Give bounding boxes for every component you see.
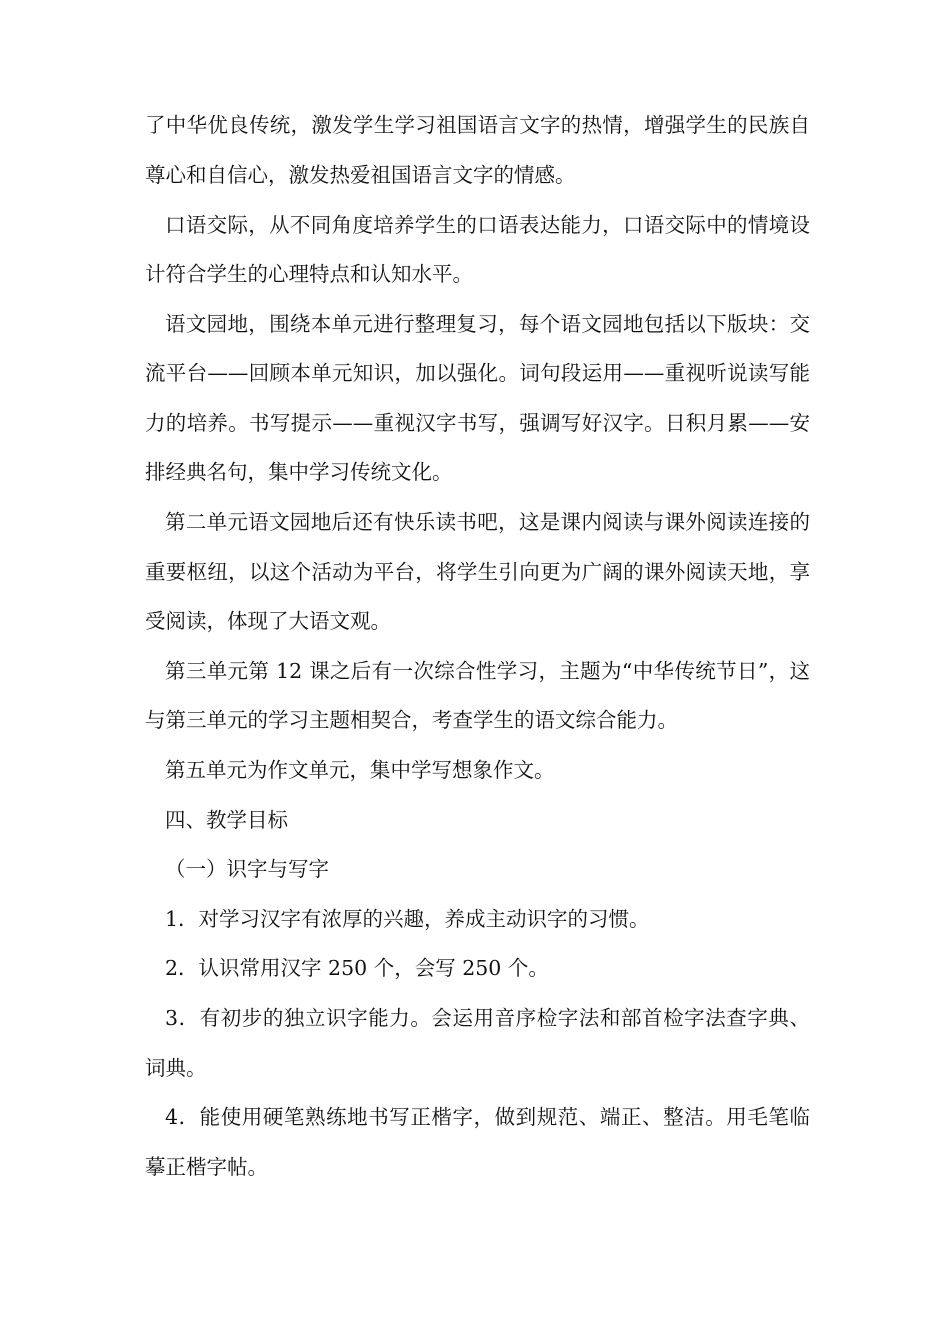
paragraph-line: 尊心和自信心，激发热爱祖国语言文字的情感。 [145, 163, 576, 187]
paragraph-line: 了中华优良传统，激发学生学习祖国语言文字的热情，增强学生的民族自 [145, 113, 810, 137]
paragraph-line: 力的培养。书写提示——重视汉字书写，强调写好汉字。日积月累——安 [145, 411, 810, 435]
subsection-heading: （一）识字与写字 [165, 857, 329, 881]
paragraph-line: 受阅读，体现了大语文观。 [145, 609, 391, 633]
paragraph-line: 排经典名句，集中学习传统文化。 [145, 460, 453, 484]
paragraph-line: 第三单元第 12 课之后有一次综合性学习，主题为“中华传统节日”，这 [165, 659, 810, 683]
paragraph-line: 语文园地，围绕本单元进行整理复习，每个语文园地包括以下版块：交 [165, 312, 810, 336]
list-item: 3．有初步的独立识字能力。会运用音序检字法和部首检字法查字典、 [165, 1006, 810, 1030]
paragraph-line: 与第三单元的学习主题相契合，考查学生的语文综合能力。 [145, 708, 678, 732]
section-heading: 四、教学目标 [165, 808, 288, 832]
paragraph-line: 流平台——回顾本单元知识，加以强化。词句段运用——重视听说读写能 [145, 361, 810, 385]
list-item: 4．能使用硬笔熟练地书写正楷字，做到规范、端正、整洁。用毛笔临 [165, 1105, 810, 1129]
list-item: 2．认识常用汉字 250 个，会写 250 个。 [165, 956, 549, 980]
list-item-continuation: 摹正楷字帖。 [145, 1155, 268, 1179]
list-item: 1．对学习汉字有浓厚的兴趣，养成主动识字的习惯。 [165, 907, 650, 931]
paragraph-line: 口语交际，从不同角度培养学生的口语表达能力，口语交际中的情境设 [165, 213, 810, 237]
paragraph-line: 计符合学生的心理特点和认知水平。 [145, 262, 473, 286]
paragraph-line: 第二单元语文园地后还有快乐读书吧，这是课内阅读与课外阅读连接的 [165, 510, 810, 534]
paragraph-line: 重要枢纽，以这个活动为平台，将学生引向更为广阔的课外阅读天地，享 [145, 560, 810, 584]
list-item-continuation: 词典。 [145, 1056, 207, 1080]
paragraph-line: 第五单元为作文单元，集中学写想象作文。 [165, 758, 555, 782]
